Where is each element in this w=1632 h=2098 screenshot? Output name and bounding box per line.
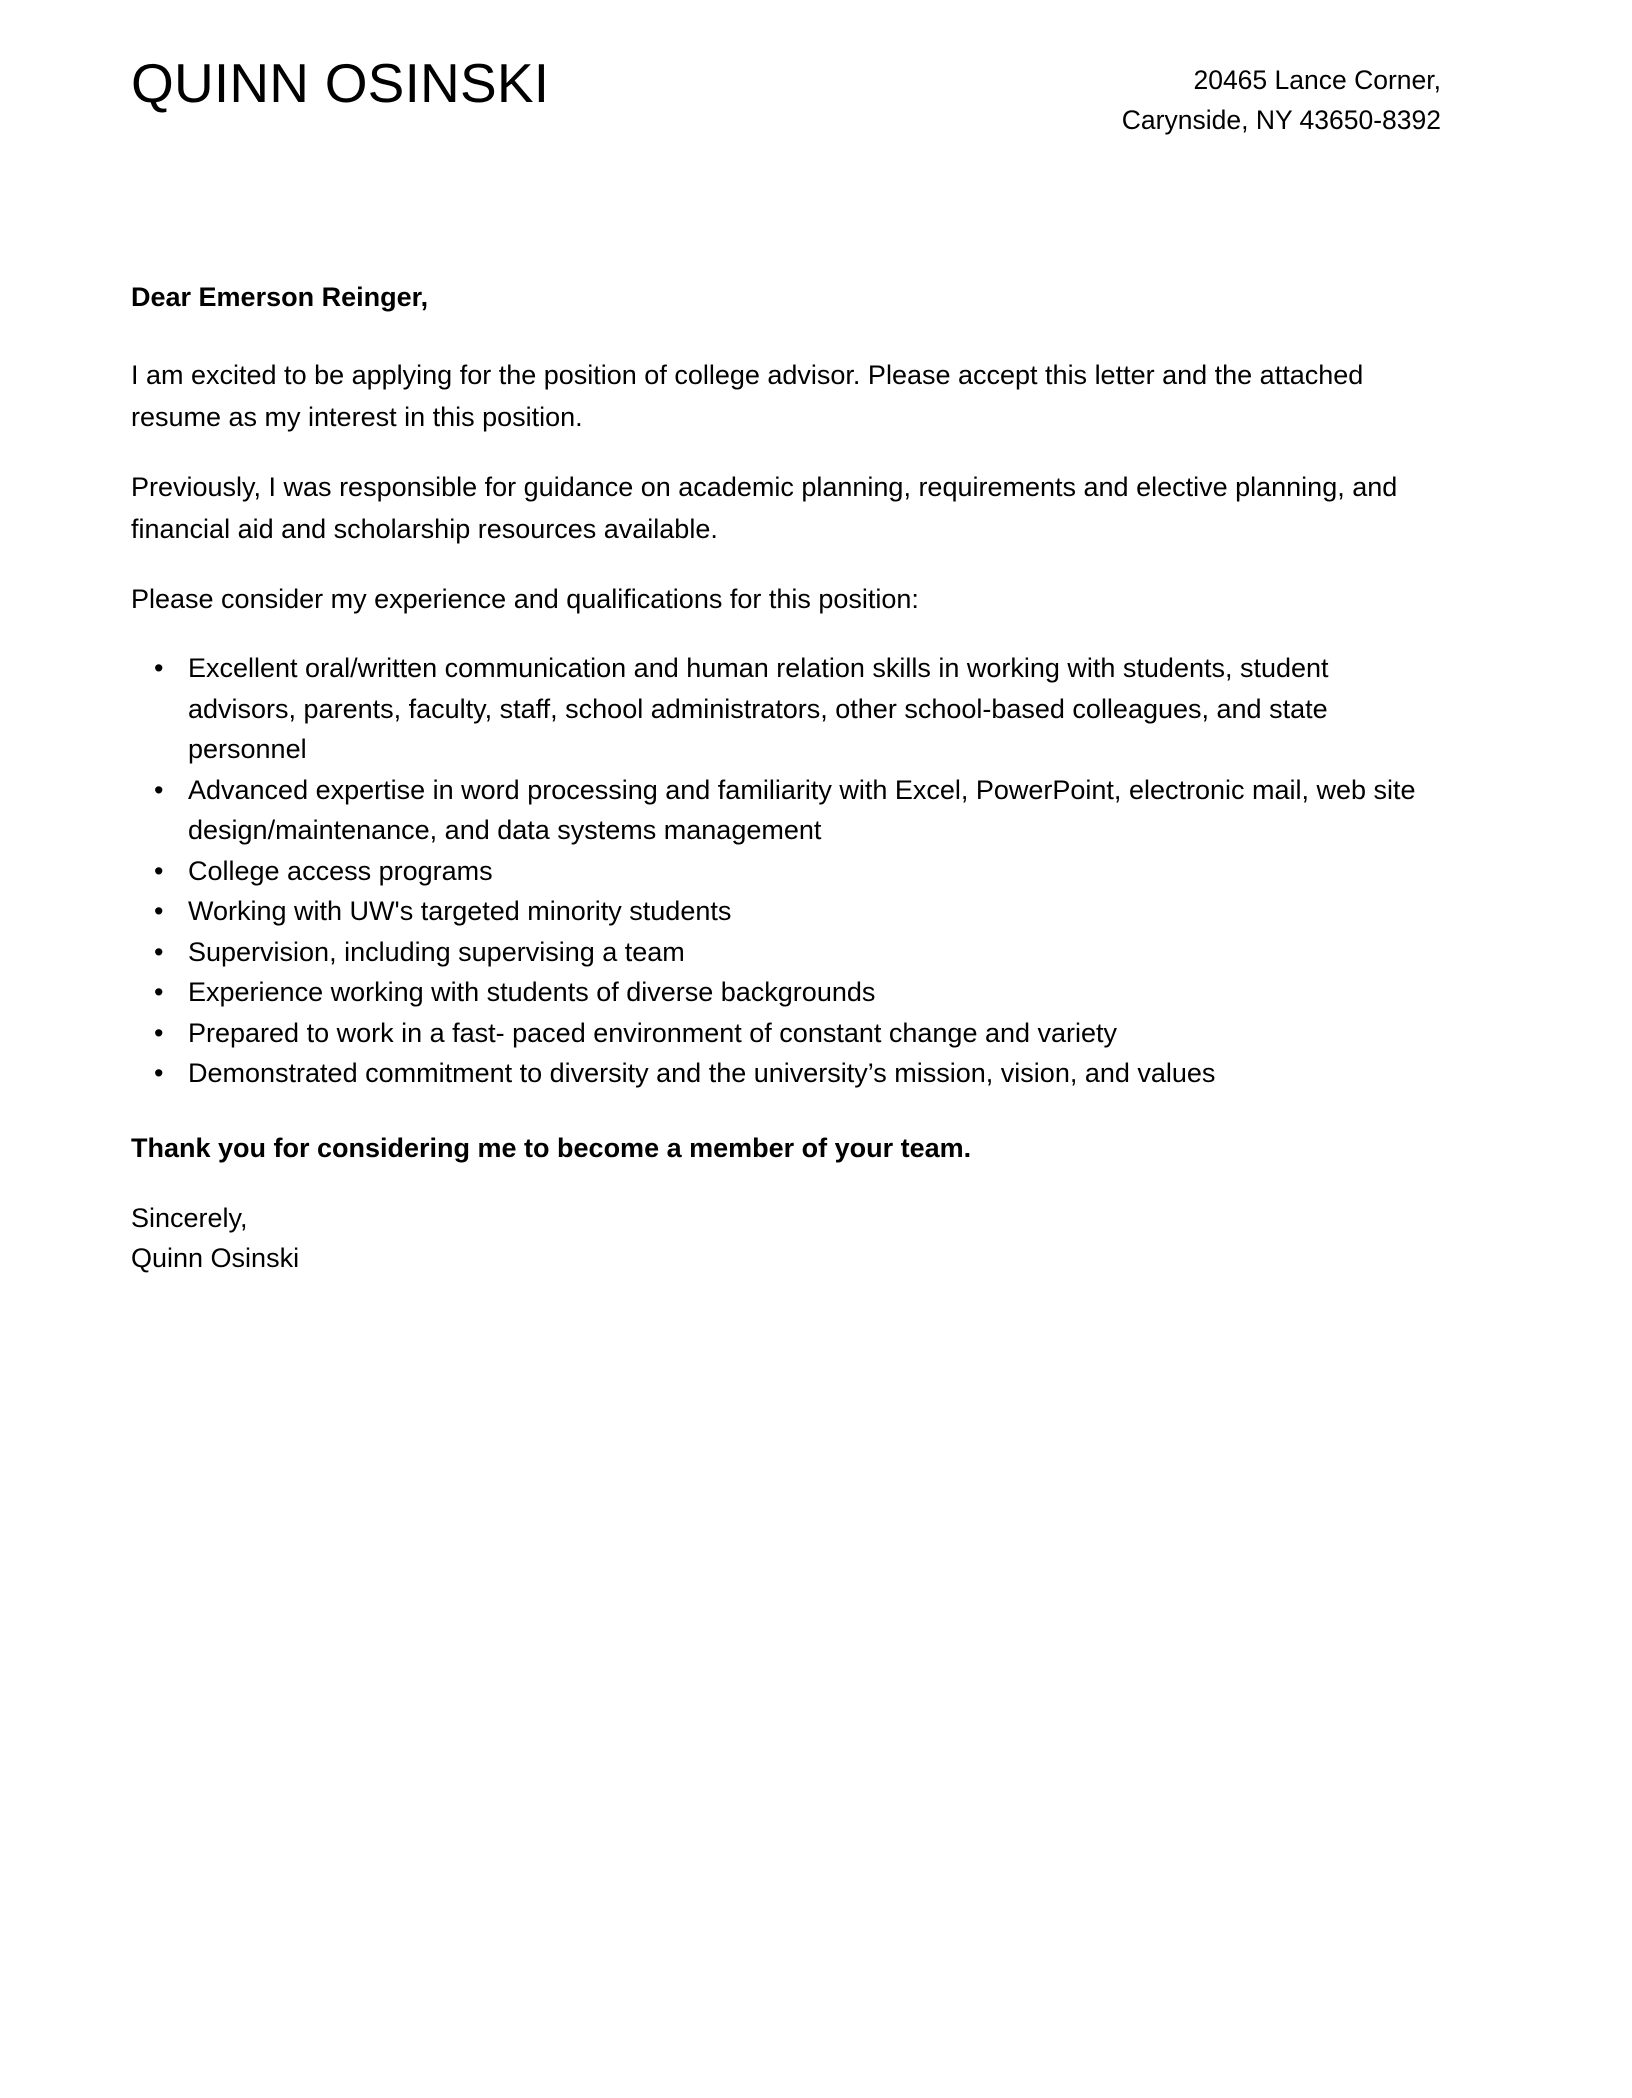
letterhead <box>131 0 1441 150</box>
qualifications-lead-in: Please consider my experience and qualifications for this position: <box>131 584 919 614</box>
list-item: • Working with UW's targeted minority students <box>131 891 1441 932</box>
closing-statement: Thank you for considering me to become a member of your team. <box>131 1132 972 1163</box>
experience-paragraph: Previously, I was responsible for guidance on academic planning, requirements and elective planning, and financial aid and scholarship resources available. <box>131 472 1398 544</box>
list-item: • Excellent oral/written communication and human relation skills in working with students, student advisors, parents, faculty, staff, school administrators, other school-based colleagues, and state personnel <box>131 648 1441 770</box>
list-item: • Prepared to work in a fast- paced environment of constant change and variety <box>131 1013 1441 1054</box>
list-item: • Experience working with students of diverse backgrounds <box>131 972 1441 1013</box>
qualifications-list <box>131 648 1441 1094</box>
list-item: • Demonstrated commitment to diversity and the university’s mission, vision, and values <box>131 1053 1441 1094</box>
page-title: QUINN OSINSKI <box>131 52 550 114</box>
address-line-city-state-zip: Carynside, NY 43650-8392 <box>1121 105 1441 135</box>
signature-name: Quinn Osinski <box>131 1242 300 1273</box>
contact-address-block <box>1122 60 1441 140</box>
signoff-salutation: Sincerely, <box>131 1202 248 1233</box>
intro-paragraph: I am excited to be applying for the position of college advisor. Please accept this letter and the attached resume as my interest in this position. <box>131 360 1364 432</box>
address-line-street: 20465 Lance Corner, <box>1193 65 1441 95</box>
list-item: • Supervision, including supervising a team <box>131 932 1441 973</box>
header <box>131 0 1441 150</box>
letter-body <box>131 278 1441 1278</box>
signature-block <box>131 1198 1441 1278</box>
list-item: • College access programs <box>131 851 1441 892</box>
list-item: • Advanced expertise in word processing and familiarity with Excel, PowerPoint, electronic mail, web site design/maintenance, and data systems management <box>131 770 1441 851</box>
salutation: Dear Emerson Reinger, <box>131 282 429 312</box>
